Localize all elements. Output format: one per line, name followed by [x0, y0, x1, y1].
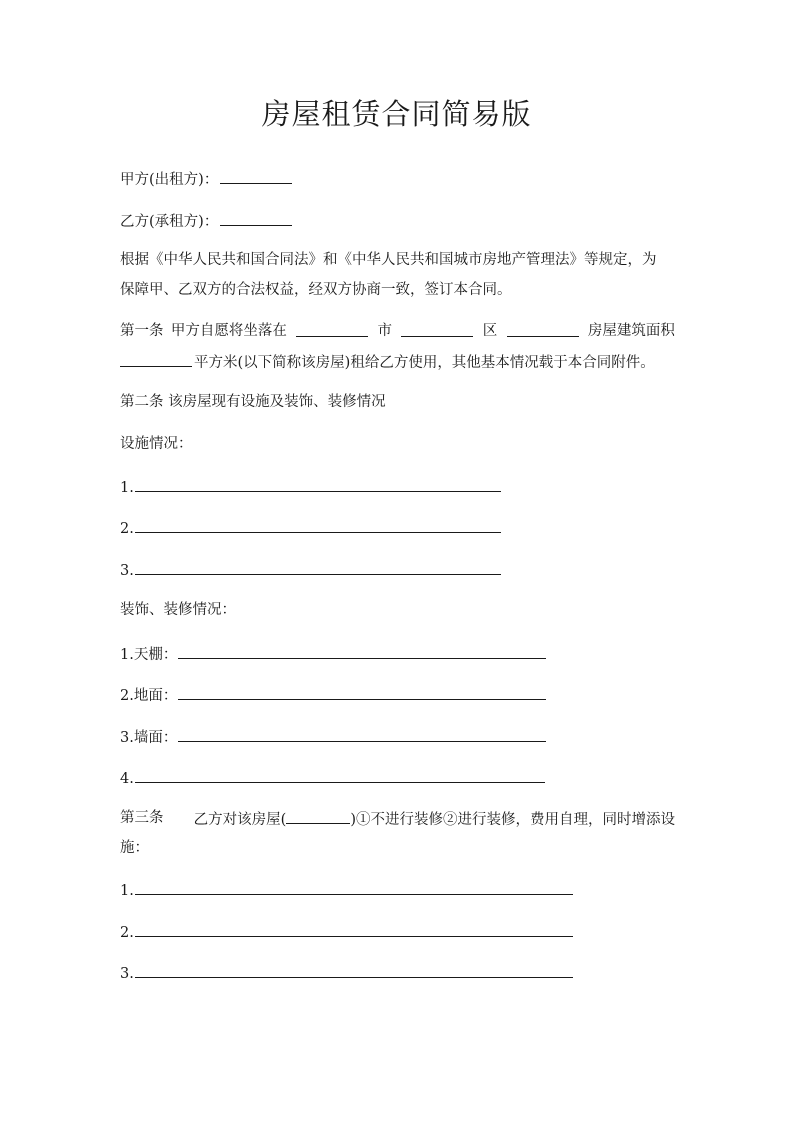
decoration-number: 4.: [120, 771, 134, 787]
facility-blank: [135, 559, 501, 575]
addition-blank: [135, 962, 573, 978]
article3-text-group: [194, 808, 675, 830]
decoration-number: 1.: [120, 647, 134, 663]
addition-number: 1.: [120, 883, 134, 899]
article1-number: 第一条: [120, 323, 164, 339]
decoration-item-label: 天棚：: [133, 647, 178, 663]
facility-blank: [135, 517, 501, 533]
article1-line-1: [120, 321, 675, 341]
facility-item: [120, 476, 503, 498]
party-b-line: [120, 210, 294, 232]
city-blank: [296, 321, 368, 337]
page-title: 房屋租赁合同简易版: [261, 97, 532, 131]
decoration-item: [120, 643, 548, 665]
article1-line-2: [120, 351, 655, 373]
district-blank: [401, 321, 473, 337]
addition-item: [120, 921, 575, 943]
decoration-item: [120, 767, 547, 789]
choice-blank: [286, 808, 350, 824]
article1-district-label: 区: [482, 323, 498, 339]
facility-item: [120, 559, 503, 581]
article1-rest: 平方米(以下简称该房屋)租给乙方使用，其他基本情况载于本合同附件。: [194, 355, 655, 371]
decoration-label: 装饰、装修情况：: [120, 602, 236, 618]
party-b-label: 乙方(承租方)：: [120, 214, 219, 230]
article3-text-b: )①不进行装修②进行装修，费用自理，同时增添设: [350, 812, 675, 828]
addition-number: 2.: [120, 925, 134, 941]
decoration-blank: [178, 643, 546, 659]
decoration-blank: [178, 726, 546, 742]
facility-number: 1.: [120, 480, 134, 496]
location-blank: [507, 321, 579, 337]
article3-number: 第三条: [120, 810, 164, 826]
facilities-label: 设施情况：: [120, 436, 193, 452]
area-blank: [120, 351, 192, 367]
decoration-item: [120, 726, 548, 748]
article1-city-label: 市: [377, 323, 393, 339]
article1-text-a: 甲方自愿将坐落在: [170, 323, 287, 339]
facility-blank: [135, 476, 501, 492]
party-a-line: [120, 168, 294, 190]
decoration-item-label: 墙面：: [133, 730, 178, 746]
article3-line-1: [120, 808, 675, 830]
facility-number: 2.: [120, 521, 134, 537]
preamble-line-1: 根据《中华人民共和国合同法》和《中华人民共和国城市房地产管理法》等规定，为: [120, 252, 657, 268]
addition-item: [120, 962, 575, 984]
party-a-label: 甲方(出租方)：: [120, 172, 219, 188]
article1-text-b: 房屋建筑面积: [587, 323, 675, 339]
addition-number: 3.: [120, 966, 134, 982]
article2-heading: 第二条 该房屋现有设施及装饰、装修情况: [120, 394, 386, 410]
article3-text-a: 乙方对该房屋(: [193, 812, 287, 828]
decoration-number: 2.: [120, 688, 134, 704]
decoration-number: 3.: [120, 730, 134, 746]
party-a-blank: [220, 168, 292, 184]
addition-blank: [135, 879, 573, 895]
facility-item: [120, 517, 503, 539]
addition-item: [120, 879, 575, 901]
decoration-item: [120, 684, 548, 706]
article3-line-2: 施：: [120, 840, 149, 856]
decoration-blank: [135, 767, 545, 783]
decoration-blank: [178, 684, 546, 700]
addition-blank: [135, 921, 573, 937]
facility-number: 3.: [120, 563, 134, 579]
decoration-item-label: 地面：: [133, 688, 178, 704]
preamble-line-2: 保障甲、乙双方的合法权益，经双方协商一致，签订本合同。: [120, 282, 512, 298]
party-b-blank: [220, 210, 292, 226]
